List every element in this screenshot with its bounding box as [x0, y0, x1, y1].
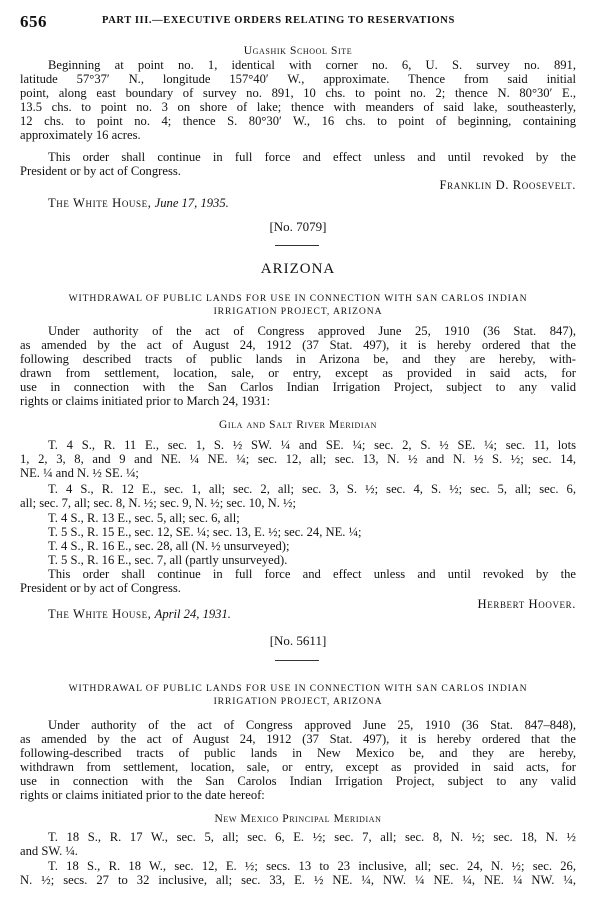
section1-paragraph-2	[20, 150, 576, 178]
text-line: use in connection with the San Carlos Indian Irrigation Project, subject to any valid	[20, 380, 576, 394]
text-line: This order shall continue in full force and effect unless and until revoked by the	[48, 150, 576, 164]
text-line: following described tracts of public lands in Arizona be, and they are hereby, with-	[20, 352, 576, 366]
text-line: This order shall continue in full force and effect unless and until revoked by the	[48, 567, 576, 581]
date: April 24, 1931.	[154, 607, 231, 621]
tract-line: T. 18 S., R. 18 W., sec. 12, E. ½; secs. 13 to 23 inclusive, all; sec. 24, N. ½; sec. 26,	[48, 859, 576, 873]
tract-line: and SW. ¼.	[20, 844, 78, 858]
running-header	[20, 12, 580, 32]
tract-list-a	[20, 438, 576, 480]
meridian-heading: New Mexico Principal Meridian	[214, 813, 382, 825]
section1-paragraph-1	[20, 58, 576, 142]
tract-list-b	[20, 859, 576, 887]
tract-line: all; sec. 7, all; sec. 8, N. ½; sec. 9, N. ½; sec. 10, N. ½;	[20, 496, 296, 510]
tract-list-a	[20, 830, 576, 858]
text-line: point, along east boundary of survey no. 891, 10 chs. to point no. 2; thence N. 80°30′ E.,	[20, 86, 576, 100]
text-line: approximately 16 acres.	[20, 128, 141, 142]
text-line: Beginning at point no. 1, identical with corner no. 6, U. S. survey no. 891,	[48, 58, 576, 72]
tract-line: 1, 2, 3, 8, and 9 and NE. ¼ NE. ¼; sec. 12, all; sec. 13, N. ½ and N. ½ S. ½; sec. 14,	[20, 452, 576, 466]
state-title: ARIZONA	[260, 261, 336, 277]
tract-line: T. 4 S., R. 16 E., sec. 28, all (N. ½ unsurveyed);	[48, 539, 290, 553]
text-line: as amended by the act of August 24, 1912 (37 Stat. 497), it is hereby ordered that the	[20, 732, 576, 746]
text-line: rights or claims initiated prior to the date hereof:	[20, 788, 265, 802]
subtitle-line: IRRIGATION PROJECT, ARIZONA	[213, 306, 383, 317]
text-line: as amended by the act of August 24, 1912 (37 Stat. 497), it is hereby ordered that the	[20, 338, 576, 352]
subtitle-line: IRRIGATION PROJECT, ARIZONA	[213, 696, 383, 707]
order1-paragraph-1	[20, 324, 576, 408]
tract-line: T. 5 S., R. 16 E., sec. 7, all (partly unsurveyed).	[48, 553, 288, 567]
section-heading: Ugashik School Site	[243, 45, 353, 57]
text-line: latitude 57°37′ N., longitude 157°40′ W., approximate. Thence from said initial	[20, 72, 576, 86]
divider-rule	[275, 245, 319, 246]
tract-line: T. 4 S., R. 13 E., sec. 5, all; sec. 6, all;	[48, 511, 240, 525]
order-subtitle	[20, 682, 576, 708]
order-number: [No. 5611]	[269, 633, 327, 648]
tract-line: T. 5 S., R. 15 E., sec. 12, SE. ¼; sec. 13, E. ½; sec. 24, NE. ¼;	[48, 525, 362, 539]
page-number: 656	[20, 12, 47, 31]
text-line: President or by act of Congress.	[20, 164, 181, 178]
signature: Franklin D. Roosevelt.	[439, 178, 576, 192]
text-line: withdrawn from settlement, location, sale, or entry, except as provided in said acts, for	[20, 760, 576, 774]
order-subtitle	[20, 292, 576, 318]
order1-paragraph-2	[20, 567, 576, 595]
text-line: Under authority of the act of Congress approved June 25, 1910 (36 Stat. 847),	[48, 324, 576, 338]
place: The White House,	[48, 196, 152, 210]
text-line: rights or claims initiated prior to March 24, 1931:	[20, 394, 271, 408]
tract-line: NE. ¼ and N. ½ SE. ¼;	[20, 466, 139, 480]
tract-line: N. ½; secs. 27 to 32 inclusive, all; sec. 33, E. ½ NE. ¼, NW. ¼ NE. ¼, NE. ¼ NW. ¼,	[20, 873, 576, 887]
order-number: [No. 7079]	[269, 219, 327, 234]
signature: Herbert Hoover.	[477, 597, 576, 611]
tract-line: T. 4 S., R. 12 E., sec. 1, all; sec. 2, all; sec. 3, S. ½; sec. 4, S. ½; sec. 5, all; sec. 6,	[48, 482, 576, 496]
text-line: 13.5 chs. to point no. 3 on shore of lake; thence with meanders of said lake, southeasterly,	[20, 100, 576, 114]
order2-paragraph-1	[20, 718, 576, 802]
text-line: use in connection with the San Carolos Indian Irrigation Project, subject to any valid	[20, 774, 576, 788]
running-title: PART III.—EXECUTIVE ORDERS RELATING TO RESERVATIONS	[102, 15, 455, 26]
divider-rule	[275, 660, 319, 661]
text-line: President or by act of Congress.	[20, 581, 181, 595]
tract-list-b	[20, 482, 576, 510]
meridian-heading: Gila and Salt River Meridian	[219, 419, 377, 431]
tract-list-c	[20, 511, 576, 567]
text-line: drawn from settlement, location, sale, or entry, except as provided in said acts, for	[20, 366, 576, 380]
text-line: following-described tracts of public lands in New Mexico be, and they are hereby,	[20, 746, 576, 760]
tract-line: T. 4 S., R. 11 E., sec. 1, S. ½ SW. ¼ and SE. ¼; sec. 2, S. ½ SE. ¼; sec. 11, lots	[48, 438, 576, 452]
text-line: Under authority of the act of Congress approved June 25, 1910 (36 Stat. 847–848),	[48, 718, 576, 732]
dateline	[20, 607, 576, 621]
subtitle-line: WITHDRAWAL OF PUBLIC LANDS FOR USE IN CONNECTION WITH SAN CARLOS INDIAN	[68, 683, 528, 694]
text-line: 12 chs. to point no. 4; thence S. 80°30′ W., 16 chs. to point of beginning, containing	[20, 114, 576, 128]
tract-line: T. 18 S., R. 17 W., sec. 5, all; sec. 6, E. ½; sec. 7, all; sec. 8, N. ½; sec. 18, N. ½	[48, 830, 576, 844]
dateline	[20, 196, 576, 210]
subtitle-line: WITHDRAWAL OF PUBLIC LANDS FOR USE IN CONNECTION WITH SAN CARLOS INDIAN	[68, 293, 528, 304]
place: The White House,	[48, 607, 152, 621]
date: June 17, 1935.	[154, 196, 229, 210]
